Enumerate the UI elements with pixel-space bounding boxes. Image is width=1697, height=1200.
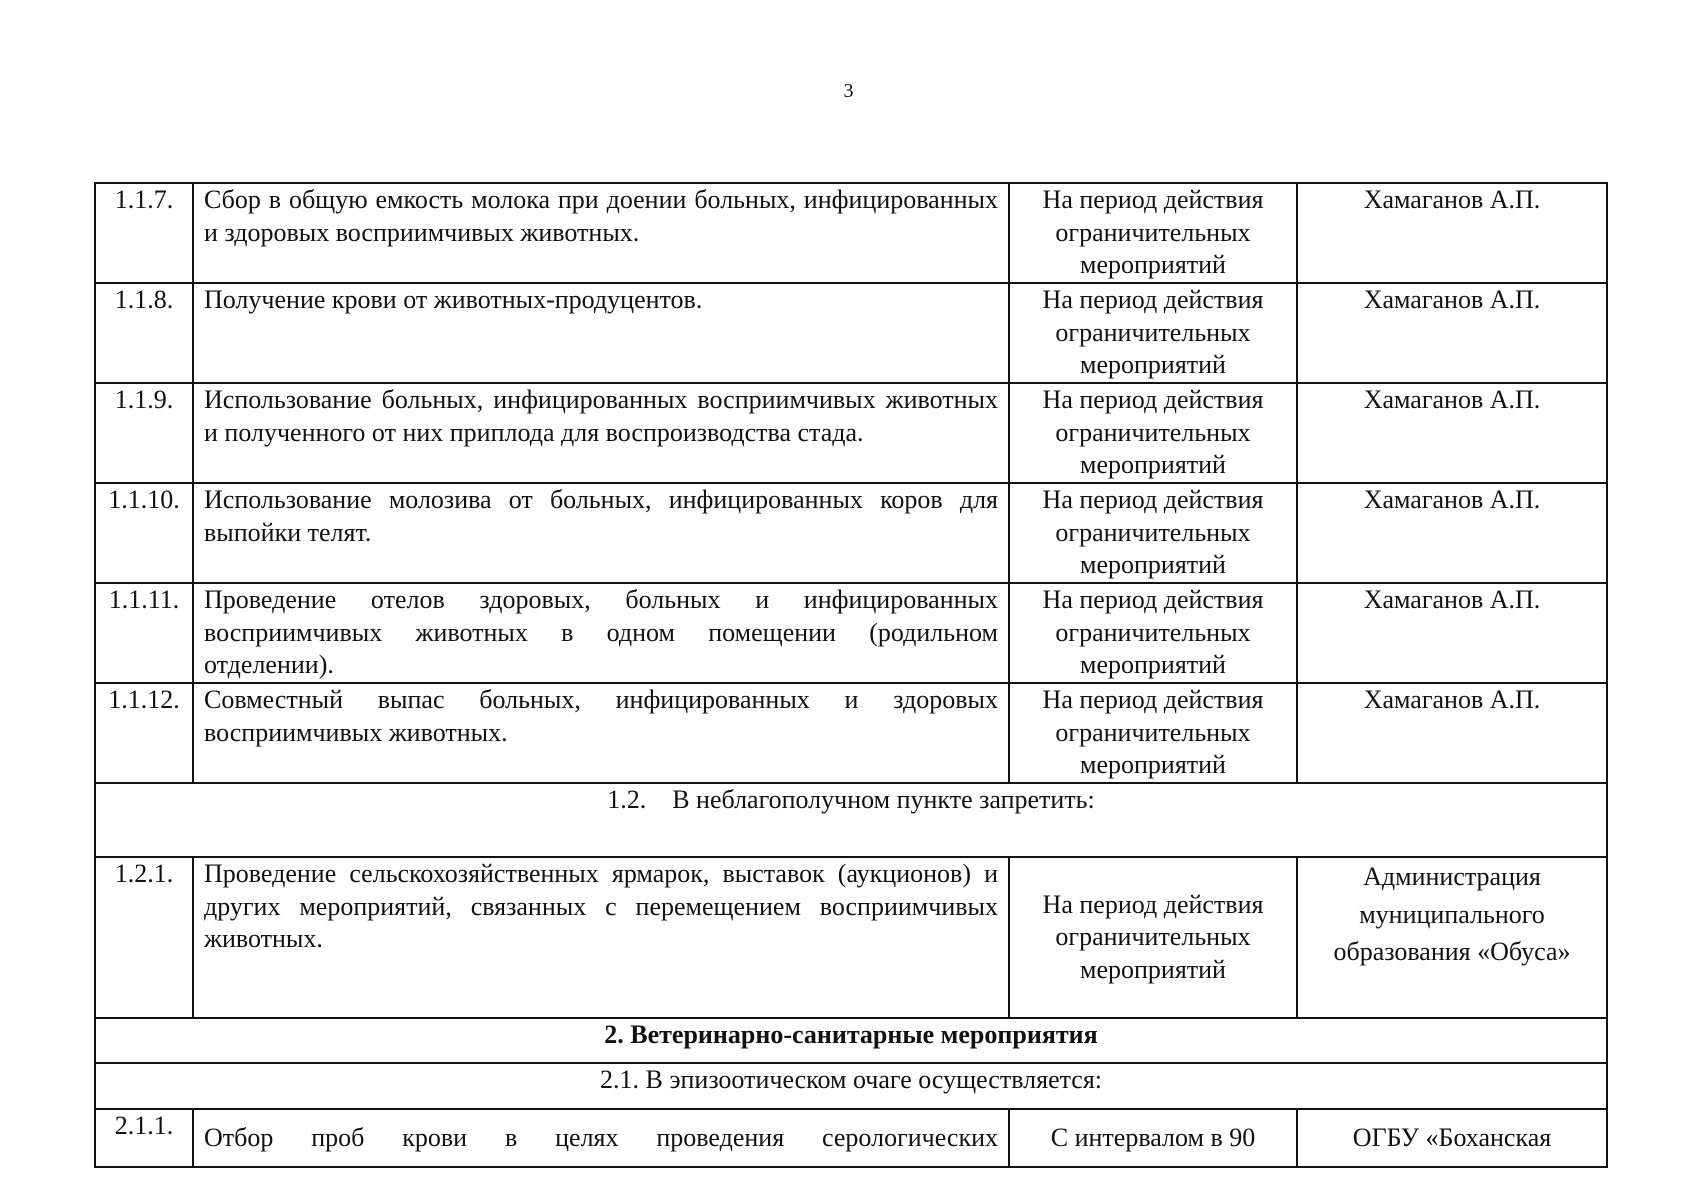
- subsection-row: [95, 1063, 1607, 1109]
- table-row: [95, 857, 1607, 1018]
- responsible-text: Хамаганов А.П.: [1297, 483, 1607, 583]
- measure-text: Использование больных, инфицированных восприимчивых животных и полученного от них приплода для воспроизводства стада.: [193, 383, 1009, 483]
- period-text: На период действия ограничительных мероприятий: [1009, 183, 1297, 283]
- section-heading: [95, 783, 1607, 857]
- section-number: 1.2.: [607, 785, 647, 814]
- period-text: На период действия ограничительных мероприятий: [1009, 857, 1297, 1018]
- table-row: [95, 1109, 1607, 1167]
- table-row: [95, 283, 1607, 383]
- period-text: На период действия ограничительных мероприятий: [1009, 683, 1297, 783]
- period-text: На период действия ограничительных мероприятий: [1009, 583, 1297, 683]
- section-row: [95, 783, 1607, 857]
- row-number: 1.1.11.: [95, 583, 193, 683]
- responsible-text: Администрация муниципального образования «Обуса»: [1297, 857, 1607, 1018]
- period-text: С интервалом в 90: [1009, 1109, 1297, 1167]
- table-row: [95, 483, 1607, 583]
- responsible-text: Хамаганов А.П.: [1297, 183, 1607, 283]
- table-row: [95, 583, 1607, 683]
- measure-text: Сбор в общую емкость молока при доении больных, инфицированных и здоровых восприимчивых животных.: [193, 183, 1009, 283]
- section-title: В неблагополучном пункте запретить:: [672, 785, 1095, 814]
- responsible-text: Хамаганов А.П.: [1297, 283, 1607, 383]
- row-number: 1.1.9.: [95, 383, 193, 483]
- measure-text: Получение крови от животных-продуцентов.: [193, 283, 1009, 383]
- period-text: На период действия ограничительных мероприятий: [1009, 483, 1297, 583]
- measure-text: Совместный выпас больных, инфицированных и здоровых восприимчивых животных.: [193, 683, 1009, 783]
- period-text: На период действия ограничительных мероприятий: [1009, 283, 1297, 383]
- row-number: 2.1.1.: [95, 1109, 193, 1167]
- table-row: [95, 183, 1607, 283]
- responsible-text: ОГБУ «Боханская: [1297, 1109, 1607, 1167]
- row-number: 1.1.8.: [95, 283, 193, 383]
- period-text: На период действия ограничительных мероприятий: [1009, 383, 1297, 483]
- row-number: 1.1.12.: [95, 683, 193, 783]
- section-row: [95, 1018, 1607, 1063]
- measure-text: Проведение сельскохозяйственных ярмарок, выставок (аукционов) и других мероприятий, связанных с перемещением восприимчивых животных.: [193, 857, 1009, 1018]
- responsible-text: Хамаганов А.П.: [1297, 383, 1607, 483]
- responsible-text: Хамаганов А.П.: [1297, 683, 1607, 783]
- measure-text: Проведение отелов здоровых, больных и инфицированных восприимчивых животных в одном помещении (родильном отделении).: [193, 583, 1009, 683]
- measures-table: [94, 182, 1608, 1168]
- row-number: 1.1.10.: [95, 483, 193, 583]
- table-row: [95, 383, 1607, 483]
- page-number: 3: [843, 80, 854, 102]
- responsible-text: Хамаганов А.П.: [1297, 583, 1607, 683]
- subsection-heading: 2.1. В эпизоотическом очаге осуществляется:: [95, 1063, 1607, 1109]
- table-row: [95, 683, 1607, 783]
- row-number: 1.1.7.: [95, 183, 193, 283]
- measure-text: Использование молозива от больных, инфицированных коров для выпойки телят.: [193, 483, 1009, 583]
- measure-text: Отбор проб крови в целях проведения серологических: [193, 1109, 1009, 1167]
- row-number: 1.2.1.: [95, 857, 193, 1018]
- section-heading: 2. Ветеринарно-санитарные мероприятия: [95, 1018, 1607, 1063]
